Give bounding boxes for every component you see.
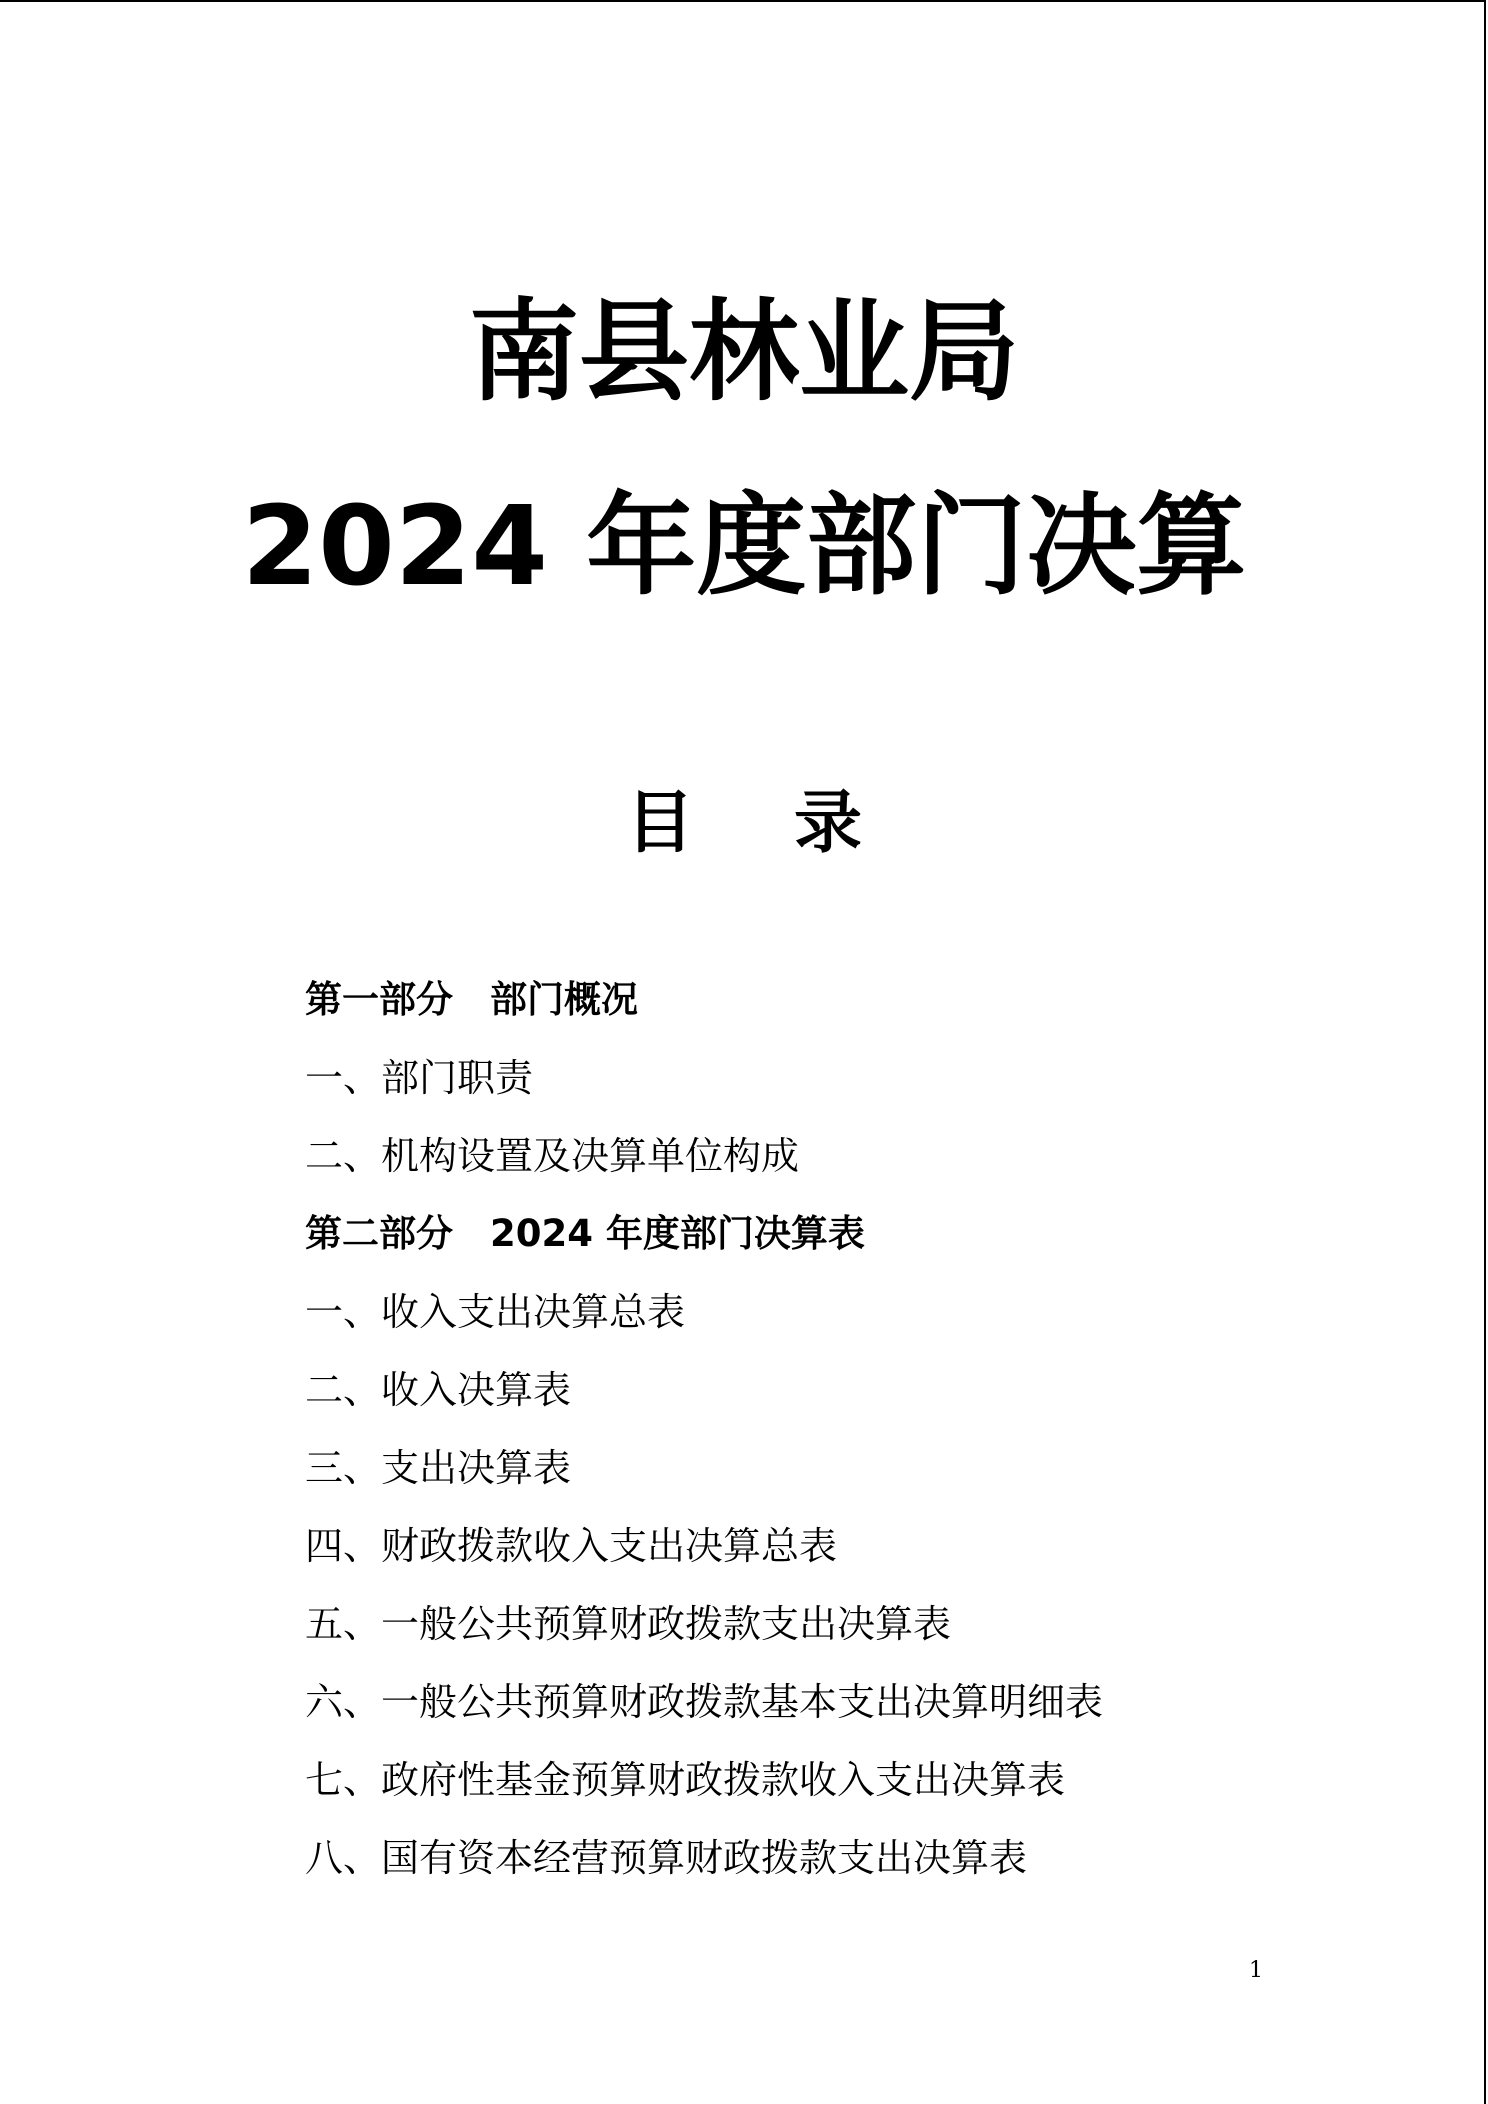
toc-item: 六、一般公共预算财政拨款基本支出决算明细表 [305, 1680, 1104, 1724]
toc-item: 四、财政拨款收入支出决算总表 [305, 1524, 838, 1568]
document-title-line-1: 南县林业局 [469, 288, 1019, 416]
toc-item: 一、收入支出决算总表 [305, 1290, 686, 1334]
page-number: 1 [1249, 1958, 1263, 1983]
table-of-contents [305, 970, 1103, 1906]
toc-item: 第一部分 部门概况 [305, 978, 638, 1021]
toc-item: 二、机构设置及决算单位构成 [305, 1134, 800, 1178]
toc-item: 七、政府性基金预算财政拨款收入支出决算表 [305, 1758, 1066, 1802]
toc-item: 一、部门职责 [305, 1056, 534, 1100]
toc-heading: 目录 [625, 784, 962, 863]
toc-item: 第二部分 2024 年度部门决算表 [305, 1212, 865, 1255]
toc-item: 三、支出决算表 [305, 1446, 572, 1490]
toc-item: 二、收入决算表 [305, 1368, 572, 1412]
document-title-line-2: 2024 年度部门决算 [241, 482, 1247, 610]
toc-item: 五、一般公共预算财政拨款支出决算表 [305, 1602, 952, 1646]
toc-item: 八、国有资本经营预算财政拨款支出决算表 [305, 1836, 1028, 1880]
